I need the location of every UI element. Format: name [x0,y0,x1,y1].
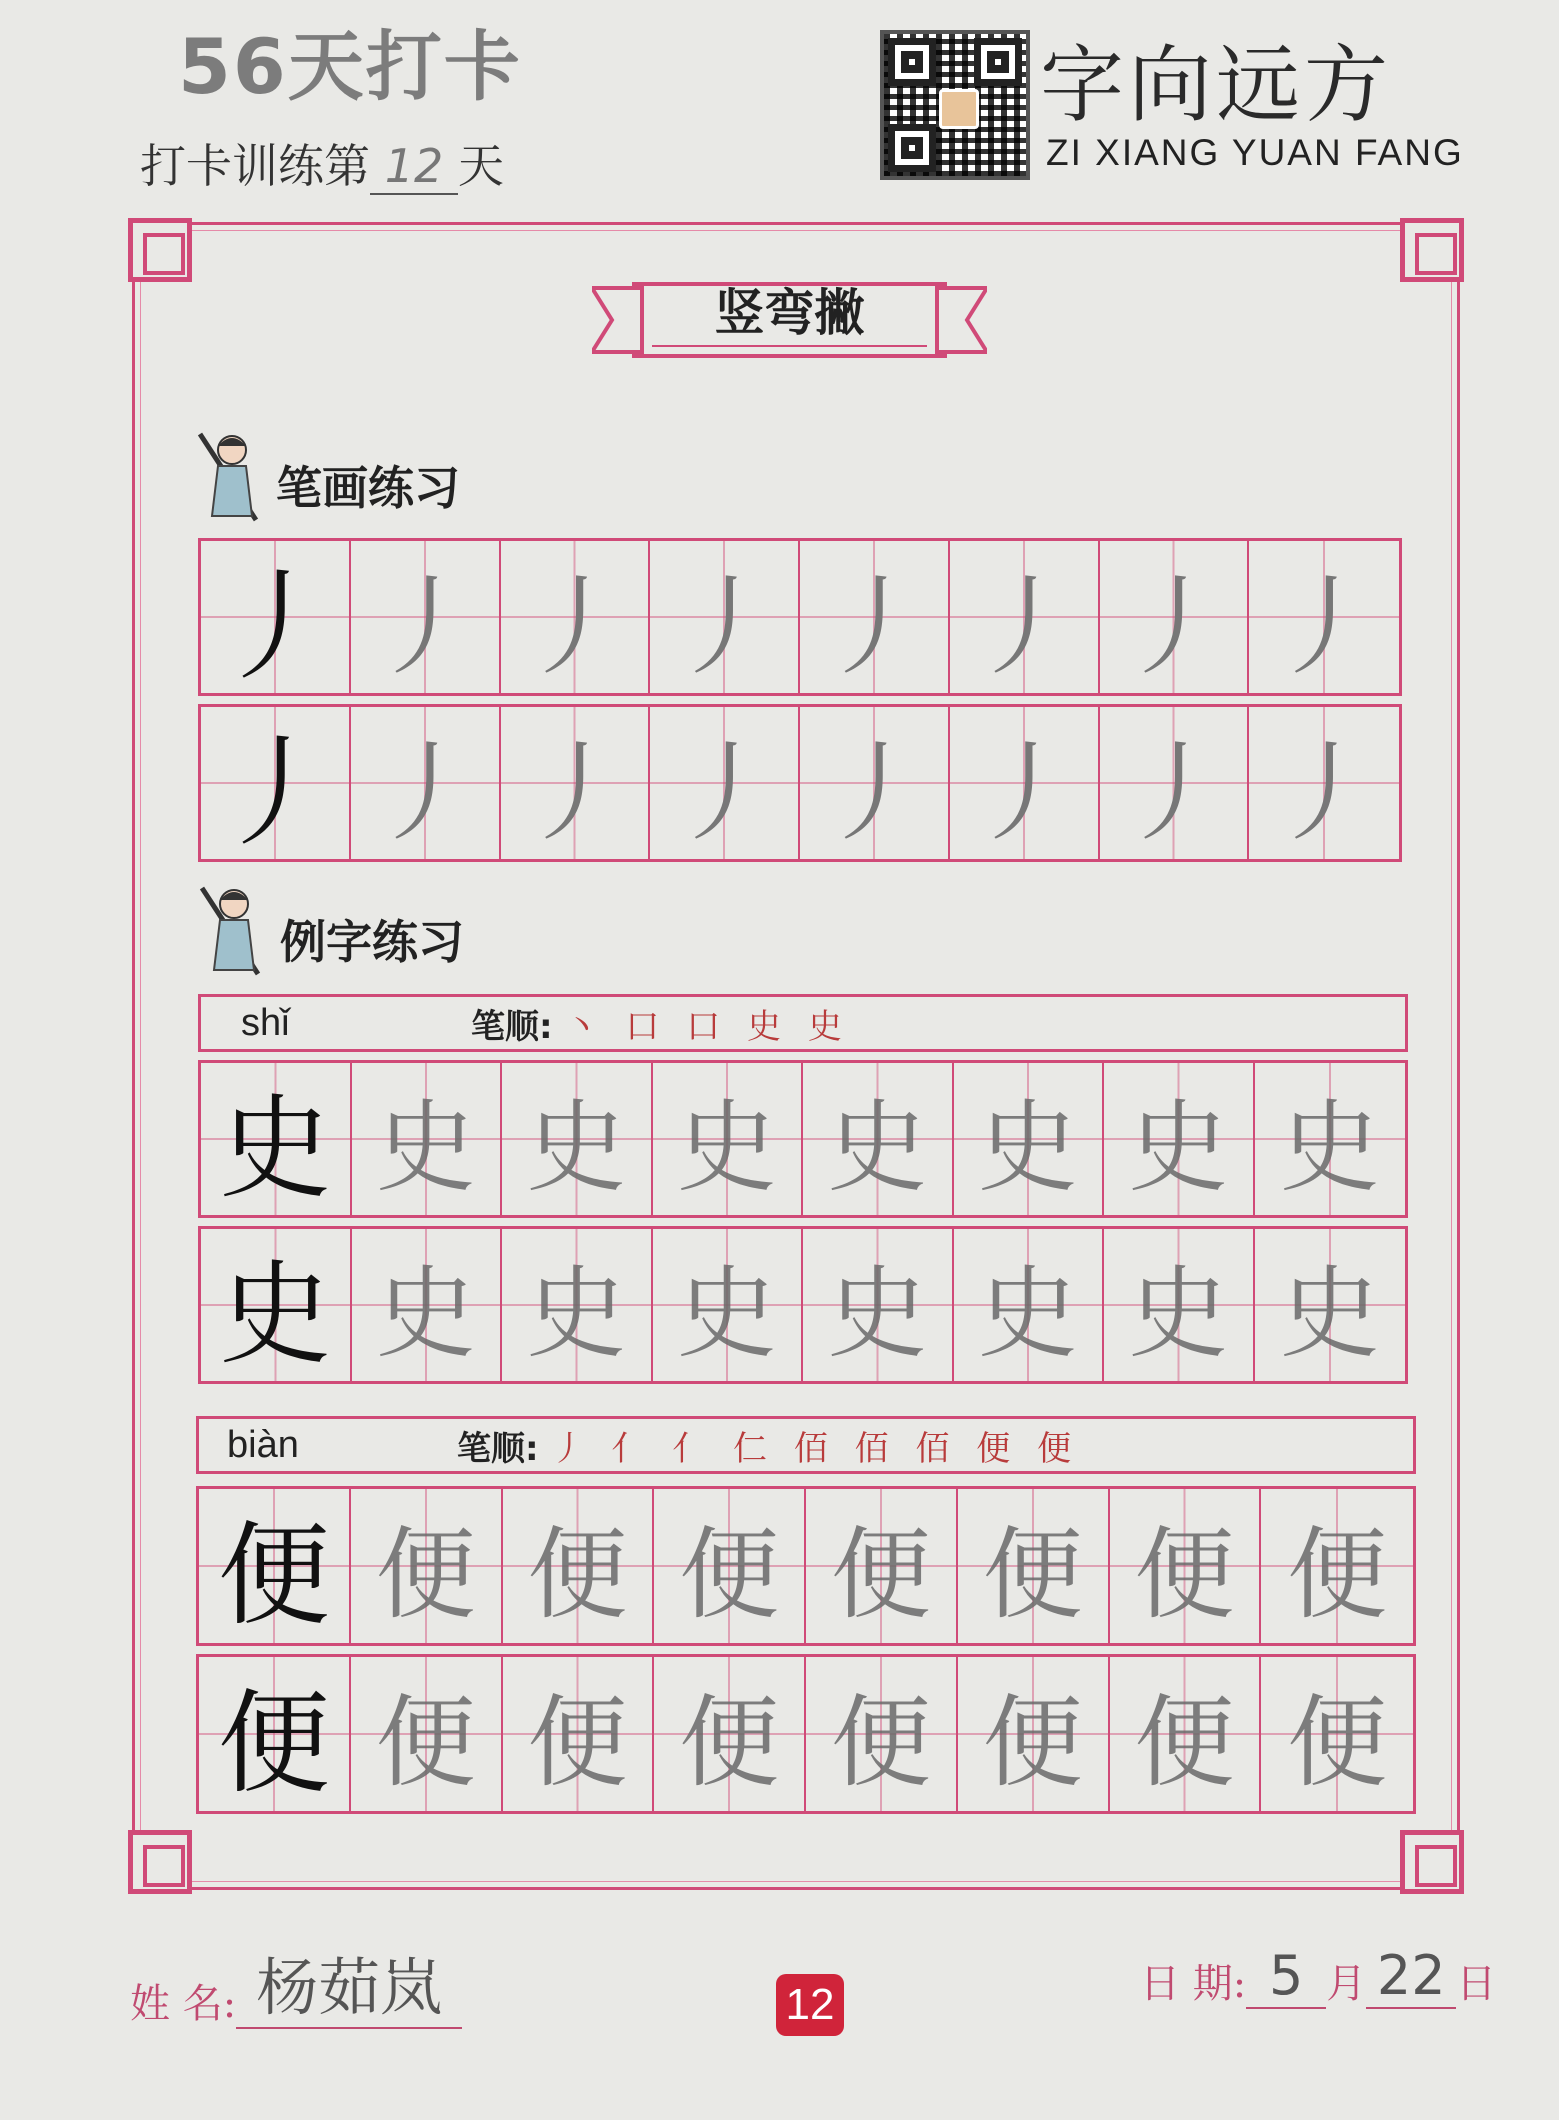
model-character: 便 [217,1678,330,1809]
day-prefix: 打卡训练第 [140,139,370,193]
qr-code-icon [880,30,1030,180]
stroke-model-glyph: 丿 [214,558,335,697]
traced-character: 史 [526,1255,627,1372]
calligrapher-figure-icon [196,428,262,524]
date-field [1140,1944,1496,2009]
traced-character: 便 [679,1516,780,1633]
traced-character: 史 [375,1255,476,1372]
practice-cell[interactable] [501,541,651,693]
character-pinyin: shǐ [241,1001,290,1044]
traced-character: 史 [676,1255,777,1372]
traced-character: 史 [526,1089,627,1206]
stroke-trace-glyph: 丿 [670,564,779,690]
character-grid-row [198,1226,1408,1384]
name-value[interactable]: 杨茹岚 [236,1938,462,2029]
character-info-bar [196,1416,1416,1474]
frame-corner-ornament-icon [1400,1830,1464,1894]
stroke-trace-glyph: 丿 [520,730,629,856]
stroke-model-glyph: 丿 [214,724,335,863]
day-number-field[interactable]: 12 [370,139,458,195]
frame-corner-ornament-icon [128,1830,192,1894]
frame-corner-ornament-icon [128,218,192,282]
practice-cell[interactable] [1110,1489,1262,1643]
practice-cell[interactable] [201,541,351,697]
stroke-trace-glyph: 丿 [969,730,1078,856]
traced-character: 史 [977,1255,1078,1372]
stroke-trace-glyph: 丿 [819,730,928,856]
name-label: 姓 名: [130,1981,237,2027]
traced-character: 便 [1287,1516,1388,1633]
traced-character: 史 [1279,1255,1380,1372]
character-grid-row [196,1486,1416,1646]
traced-character: 史 [1279,1089,1380,1206]
practice-cell[interactable] [201,1063,352,1215]
stroke-trace-glyph: 丿 [969,564,1078,690]
practice-cell[interactable] [958,1489,1110,1643]
month-label: 月 [1326,1961,1367,2007]
practice-cell[interactable] [1261,1489,1413,1643]
qr-logo-icon [939,89,979,129]
traced-character: 史 [1128,1255,1229,1372]
traced-character: 史 [827,1089,928,1206]
qr-finder-icon [888,38,936,86]
practice-cell[interactable] [1104,1063,1255,1215]
practice-cell[interactable] [1104,1229,1255,1381]
practice-cell[interactable] [654,1489,806,1643]
practice-cell[interactable] [958,1657,1110,1811]
practice-cell[interactable] [1110,1657,1262,1811]
traced-character: 史 [676,1089,777,1206]
date-month-value[interactable]: 5 [1246,1944,1326,2009]
traced-character: 史 [827,1255,928,1372]
practice-cell[interactable] [201,707,351,863]
date-label: 日 期: [1140,1961,1247,2007]
stroke-trace-glyph: 丿 [520,564,629,690]
practice-cell[interactable] [1255,1063,1406,1215]
brand-name: 字向远方 [1040,36,1393,134]
practice-cell[interactable] [352,1063,503,1215]
practice-cell[interactable] [954,1229,1105,1381]
traced-character: 便 [830,1516,931,1633]
practice-cell[interactable] [650,541,800,693]
practice-cell[interactable] [501,707,651,859]
calligrapher-figure-icon [198,882,264,978]
traced-character: 史 [977,1089,1078,1206]
practice-cell[interactable] [806,1489,958,1643]
character-grid-row [196,1654,1416,1814]
character-practice-grid [196,1486,1416,1814]
stroke-order-label: 笔顺: [471,1006,553,1047]
practice-cell[interactable] [199,1489,351,1643]
practice-cell[interactable] [950,541,1100,693]
model-character: 便 [217,1510,330,1641]
practice-cell[interactable] [1100,541,1250,693]
practice-cell[interactable] [351,541,501,693]
character-info-bar [198,994,1408,1052]
practice-cell[interactable] [503,1657,655,1811]
lesson-stroke-name: 竖弯撇 [714,284,865,342]
character-practice-grid [198,1060,1408,1384]
traced-character: 史 [375,1089,476,1206]
practice-cell[interactable] [1261,1657,1413,1811]
date-day-value[interactable]: 22 [1366,1944,1456,2009]
name-field [130,1938,462,2029]
traced-character: 便 [1134,1516,1235,1633]
brand-pinyin: ZI XIANG YUAN FANG [1046,132,1464,173]
traced-character: 史 [1128,1089,1229,1206]
stroke-order-sequence: 丶 口 口 史 史 [564,1006,850,1047]
practice-cell[interactable] [1249,541,1399,693]
traced-character: 便 [375,1684,476,1801]
practice-cell[interactable] [653,1229,804,1381]
model-character: 史 [219,1249,332,1380]
stroke-trace-glyph: 丿 [1119,564,1228,690]
practice-cell[interactable] [351,707,501,859]
traced-character: 便 [375,1516,476,1633]
day-label: 日 [1456,1961,1497,2007]
traced-character: 便 [527,1684,628,1801]
stroke-grid-row-2 [198,704,1402,862]
practice-cell[interactable] [503,1489,655,1643]
practice-cell[interactable] [800,707,950,859]
character-grid-row [198,1060,1408,1218]
stroke-practice-heading: 笔画练习 [276,461,460,515]
practice-cell[interactable] [1100,707,1250,859]
practice-cell[interactable] [351,1489,503,1643]
page-title: 56天打卡 [178,22,522,111]
traced-character: 便 [982,1684,1083,1801]
practice-cell[interactable] [800,541,950,693]
practice-cell[interactable] [653,1063,804,1215]
stroke-trace-glyph: 丿 [370,564,479,690]
practice-cell[interactable] [950,707,1100,859]
practice-cell[interactable] [803,1229,954,1381]
stroke-trace-glyph: 丿 [819,564,928,690]
practice-cell[interactable] [954,1063,1105,1215]
practice-cell[interactable] [502,1229,653,1381]
stroke-trace-glyph: 丿 [1270,564,1379,690]
practice-cell[interactable] [650,707,800,859]
stroke-trace-glyph: 丿 [670,730,779,856]
practice-cell[interactable] [1249,707,1399,859]
stroke-grid-row-1 [198,538,1402,696]
stroke-order-label: 笔顺: [457,1428,539,1469]
model-character: 史 [219,1083,332,1214]
practice-cell[interactable] [352,1229,503,1381]
practice-cell[interactable] [803,1063,954,1215]
stroke-trace-glyph: 丿 [370,730,479,856]
traced-character: 便 [1287,1684,1388,1801]
practice-cell[interactable] [201,1229,352,1381]
day-counter [140,130,504,196]
qr-finder-icon [888,124,936,172]
practice-cell[interactable] [806,1657,958,1811]
stroke-trace-glyph: 丿 [1119,730,1228,856]
example-practice-heading: 例字练习 [280,915,464,969]
practice-cell[interactable] [351,1657,503,1811]
page-number-badge: 12 [776,1974,844,2036]
traced-character: 便 [1134,1684,1235,1801]
practice-cell[interactable] [654,1657,806,1811]
character-pinyin: biàn [227,1423,299,1466]
frame-corner-ornament-icon [1400,218,1464,282]
practice-cell[interactable] [1255,1229,1406,1381]
practice-cell[interactable] [502,1063,653,1215]
day-suffix: 天 [458,139,504,193]
traced-character: 便 [982,1516,1083,1633]
stroke-practice-grid [198,538,1402,862]
stroke-order-sequence: 丿 亻 亻 仁 佰 佰 佰 便 便 [550,1428,1080,1469]
traced-character: 便 [527,1516,628,1633]
stroke-trace-glyph: 丿 [1270,730,1379,856]
traced-character: 便 [830,1684,931,1801]
practice-cell[interactable] [199,1657,351,1811]
traced-character: 便 [679,1684,780,1801]
qr-finder-icon [974,38,1022,86]
